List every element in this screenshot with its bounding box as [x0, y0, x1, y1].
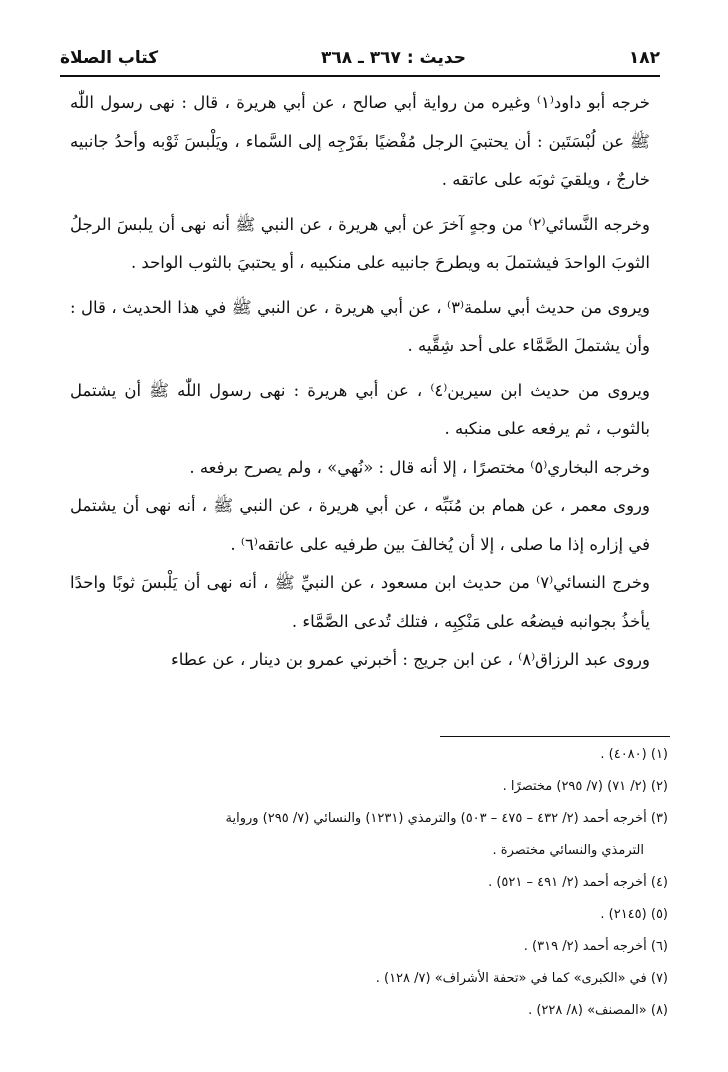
- paragraph: ويروى من حديث أبي سلمة⁽٣⁾ ، عن أبي هريرة ، عن النبي ﷺ في هذا الحديث ، قال : وأن يشتملَ الصَّمَّاء على أحد شِقَّيه .: [70, 297, 650, 355]
- paragraph: وخرجه البخاري⁽٥⁾ مختصرًا ، إلا أنه قال : «نُهي» ، ولم يصرح برفعه .: [189, 457, 650, 477]
- footnotes: [70, 739, 668, 1027]
- running-header: [60, 44, 660, 72]
- page-number: ١٨٢: [628, 48, 660, 68]
- book-title: كتاب الصلاة: [60, 48, 159, 68]
- paragraph: وروى عبد الرزاق⁽٨⁾ ، عن ابن جريج : أخبرني عمرو بن دينار ، عن عطاء: [171, 650, 650, 669]
- hadith-range: حديث : ٣٦٧ ـ ٣٦٨: [320, 48, 467, 68]
- footnote-continuation: الترمذي والنسائي مختصرة .: [492, 843, 644, 858]
- footnote: (٦) أخرجه أحمد (٢/ ٣١٩) .: [523, 939, 668, 954]
- footnote: (٥) (٢١٤٥) .: [600, 907, 668, 922]
- footnote: (٧) في «الكبرى» كما في «تحفة الأشراف» (٧/ ١٢٨) .: [375, 971, 668, 986]
- paragraph: خرجه أبو داود⁽١⁾ وغيره من رواية أبي صالح ، عن أبي هريرة ، قال : نهى رسول اللّٰه ﷺ عن لُبْسَتَين : أن يحتبيَ الرجل مُفْضيًا بفَرْجِه إلى السَّماء ، ويَلْبسَ ثَوْبه وأحدُ جانبيه خارجٌ ، ويلقيَ ثوبَه على عاتقه .: [70, 93, 651, 189]
- footnote: (٨) «المصنف» (٨/ ٢٢٨) .: [528, 1003, 668, 1018]
- footnote-divider: [440, 736, 670, 737]
- main-text: [70, 84, 650, 680]
- paragraph: وروى معمر ، عن همام بن مُنَبِّه ، عن أبي هريرة ، عن النبي ﷺ ، أنه نهى أن يشتمل في إزاره إذا ما صلى ، إلا أن يُخالفَ بين طرفيه على عاتقه⁽٦⁾ .: [70, 496, 650, 554]
- footnote: (٢) (٢/ ٧١) (٧/ ٢٩٥) مختصرًا .: [502, 779, 668, 794]
- header-divider: [60, 75, 660, 77]
- footnote: (٣) أخرجه أحمد (٢/ ٤٣٢ – ٤٧٥ – ٥٠٣) والترمذي (١٢٣١) والنسائي (٧/ ٢٩٥) ورواية: [225, 811, 668, 826]
- footnote: (٤) أخرجه أحمد (٢/ ٤٩١ – ٥٢١) .: [488, 875, 668, 890]
- paragraph: وخرج النسائي⁽٧⁾ من حديث ابن مسعود ، عن النبيِّ ﷺ ، أنه نهى أن يَلْبسَ ثوبًا واحدًا يأخذُ بجوانبه فيضعُه على مَنْكِبِه ، فتلك تُدعى الصَّمَّاء .: [70, 573, 650, 631]
- paragraph: وخرجه النَّسائي⁽٢⁾ من وجهٍ آخرَ عن أبي هريرة ، عن النبي ﷺ أنه نهى أن يلبسَ الرجلُ الثوبَ الواحدَ فيشتملَ به ويطرحَ جانبيه على منكبيه ، أو يحتبيَ بالثوب الواحد .: [70, 214, 650, 272]
- footnote: (١) (٤٠٨٠) .: [600, 747, 668, 762]
- paragraph: ويروى من حديث ابن سيرين⁽٤⁾ ، عن أبي هريرة : نهى رسول اللّٰه ﷺ أن يشتمل بالثوب ، ثم يرفعه على منكبه .: [70, 380, 650, 438]
